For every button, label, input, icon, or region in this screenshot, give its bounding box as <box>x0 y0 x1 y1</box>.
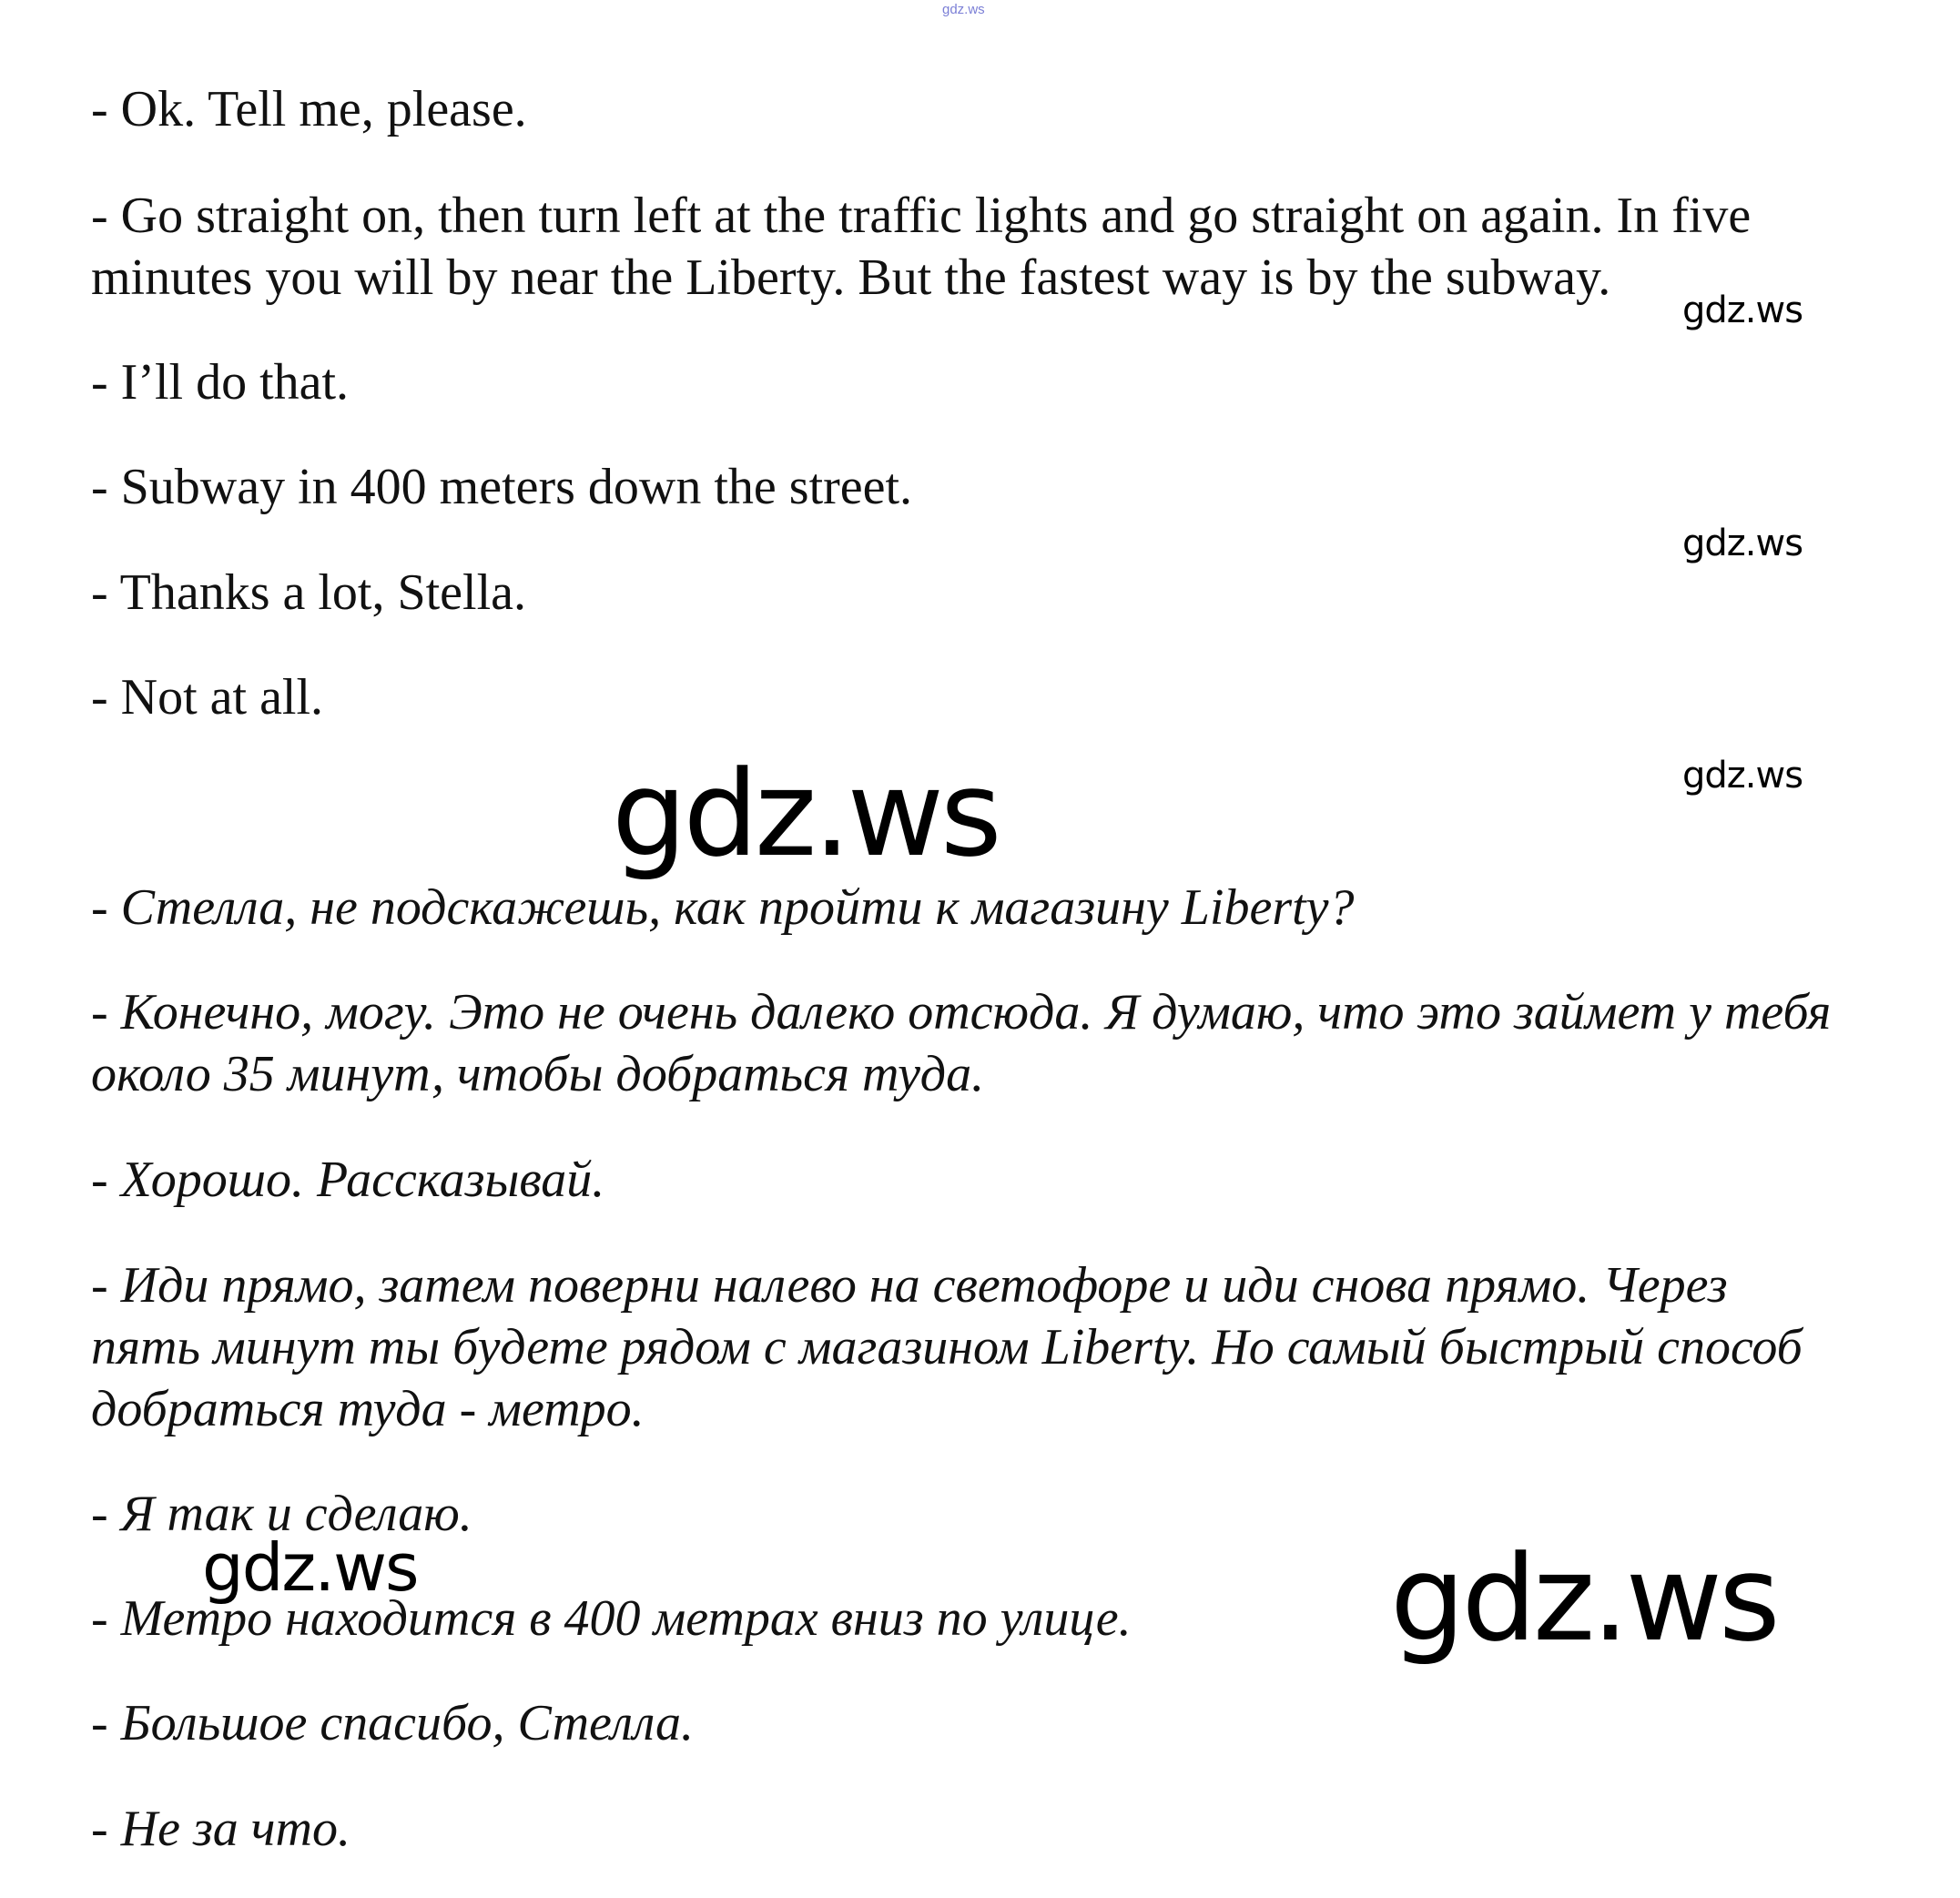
english-line-4: - Subway in 400 meters down the street. <box>91 459 913 515</box>
watermark-large-1: gdz.ws <box>612 745 999 883</box>
russian-line-4: - Иди прямо, затем поверни налево на светофоре и иди снова прямо. Через пять минут ты будете рядом с магазином Liberty. Но самый быстрый способ добраться туда - метро. <box>91 1257 1815 1437</box>
watermark-medium: gdz.ws <box>202 1529 418 1606</box>
english-line-3: - I’ll do that. <box>91 354 350 411</box>
english-line-6: - Not at all. <box>91 669 324 726</box>
russian-line-7: - Большое спасибо, Стелла. <box>91 1695 695 1751</box>
english-line-5: - Thanks a lot, Stella. <box>91 564 526 621</box>
russian-line-5: - Я так и сделаю. <box>91 1486 472 1542</box>
watermark-large-2: gdz.ws <box>1390 1529 1777 1668</box>
russian-line-2: - Конечно, могу. Это не очень далеко отсюда. Я думаю, что это займет у тебя около 35 минут, чтобы добраться туда. <box>91 984 1844 1102</box>
russian-line-1: - Стелла, не подскажешь, как пройти к магазину Liberty? <box>91 879 1355 936</box>
russian-line-3: - Хорошо. Рассказывай. <box>91 1152 605 1208</box>
watermark-small-1: gdz.ws <box>1682 289 1803 331</box>
english-line-1: - Ok. Tell me, please. <box>91 81 527 137</box>
russian-line-8: - Не за что. <box>91 1801 350 1857</box>
russian-line-6: - Метро находится в 400 метрах вниз по улице. <box>91 1590 1132 1647</box>
english-line-2: - Go straight on, then turn left at the traffic lights and go straight on again. In five minutes you will by near the Liberty. But the fastest way is by the subway. <box>91 188 1764 306</box>
top-watermark: gdz.ws <box>942 2 985 17</box>
watermark-small-2: gdz.ws <box>1682 523 1803 564</box>
watermark-small-3: gdz.ws <box>1682 755 1803 797</box>
